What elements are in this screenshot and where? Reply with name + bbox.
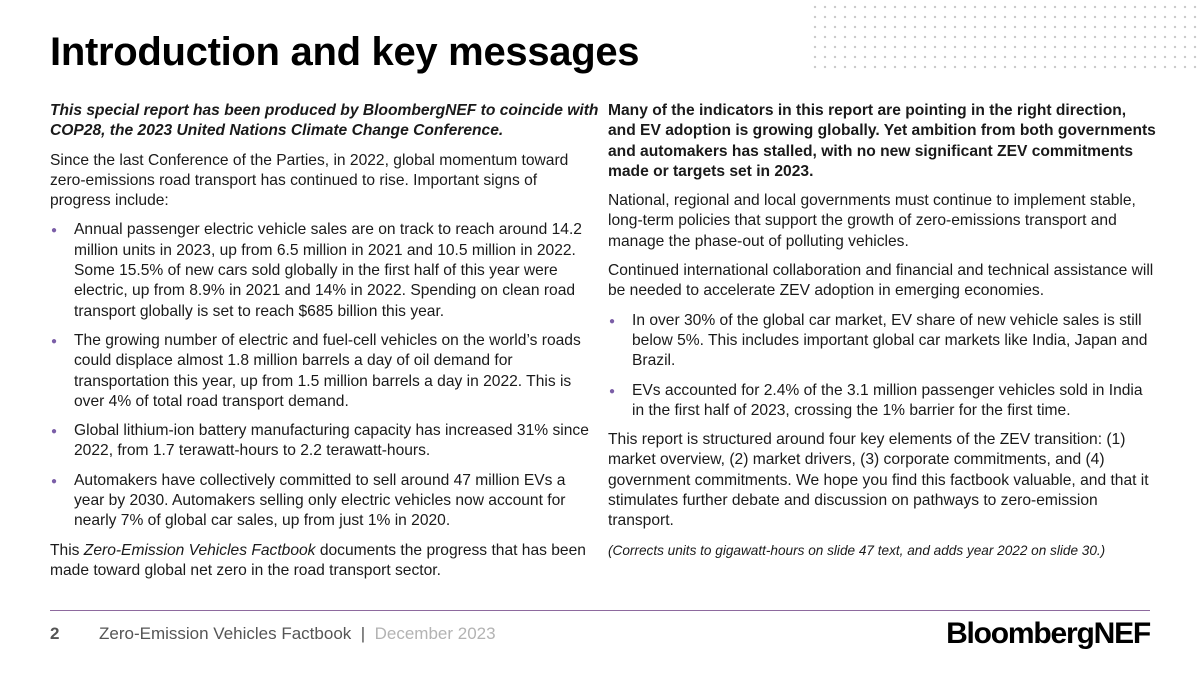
- corrections-note: (Corrects units to gigawatt-hours on slide 47 text, and adds year 2022 on slide 30.): [608, 542, 1106, 558]
- left-column: [50, 101, 600, 590]
- list-item: ● Global lithium-ion battery manufacturing capacity has increased 31% since 2022, from 1.7 terawatt-hours to 2.2 terawatt-hours.: [50, 421, 600, 462]
- left-bullet-list: [50, 220, 600, 531]
- dot-pattern-decoration: [808, 0, 1200, 72]
- right-paragraph-3: This report is structured around four key elements of the ZEV transition: (1) market overview, (2) market drivers, (3) corporate commitments, and (4) government commitments. We hope you find this factbook valuable, and that it stimulates further debate and discussion on pathways to zero-emission transport.: [608, 431, 1149, 530]
- left-closing-paragraph: [50, 541, 600, 582]
- right-intro: Many of the indicators in this report are pointing in the right direction, and EV adoption is growing globally. Yet ambition from both governments and automakers has stalled, with no new significant ZEV commitments made or targets set in 2023.: [608, 102, 1156, 180]
- right-column: [608, 101, 1156, 570]
- left-paragraph-1: Since the last Conference of the Parties, in 2022, global momentum toward zero-emissions road transport has continued to rise. Important signs of progress include:: [50, 151, 569, 210]
- page-title: Introduction and key messages: [50, 30, 640, 74]
- footer-divider: [50, 610, 1150, 611]
- left-intro: This special report has been produced by BloombergNEF to coincide with COP28, the 2023 United Nations Climate Change Conference.: [50, 102, 599, 140]
- footer-doc-info: [99, 624, 496, 644]
- closing-suffix: documents the progress that has been made toward global net zero in the road transport sector.: [50, 541, 586, 579]
- list-item: ● EVs accounted for 2.4% of the 3.1 million passenger vehicles sold in India in the first half of 2023, crossing the 1% barrier for the first time.: [608, 381, 1156, 422]
- bloombergnef-logo: BloombergNEF: [946, 617, 1150, 650]
- page-number: 2: [50, 624, 60, 643]
- right-paragraph-2: Continued international collaboration and financial and technical assistance will be needed to accelerate ZEV adoption in emerging economies.: [608, 262, 1154, 300]
- factbook-title-italic: Zero-Emission Vehicles Factbook: [83, 541, 316, 559]
- list-item: ● The growing number of electric and fuel-cell vehicles on the world’s roads could displace almost 1.8 million barrels a day of oil demand for transportation this year, up from 1.5 million barrels a day in 2022. This is over 4% of total road transport demand.: [50, 331, 600, 412]
- footer-separator: |: [360, 624, 366, 643]
- list-item: ● In over 30% of the global car market, EV share of new vehicle sales is still below 5%. This includes important global car markets like India, Japan and Brazil.: [608, 311, 1156, 372]
- right-bullet-list: [608, 311, 1156, 421]
- list-item: ● Annual passenger electric vehicle sales are on track to reach around 14.2 million units in 2023, up from 6.5 million in 2021 and 10.5 million in 2022. Some 15.5% of new cars sold globally in the first half of this year were electric, up from 8.9% in 2021 and 14% in 2022. Spending on clean road transport globally is set to reach $685 billion this year.: [50, 220, 600, 321]
- footer-date: December 2023: [374, 624, 496, 643]
- right-paragraph-1: National, regional and local governments must continue to implement stable, long-term policies that support the growth of zero-emissions transport and manage the phase-out of polluting vehicles.: [608, 192, 1136, 250]
- footer-doc-title: Zero-Emission Vehicles Factbook: [99, 624, 352, 643]
- closing-prefix: This: [50, 541, 84, 559]
- list-item: ● Automakers have collectively committed to sell around 47 million EVs a year by 2030. Automakers selling only electric vehicles now account for nearly 7% of global car sales, up from just 1% in 2020.: [50, 471, 600, 532]
